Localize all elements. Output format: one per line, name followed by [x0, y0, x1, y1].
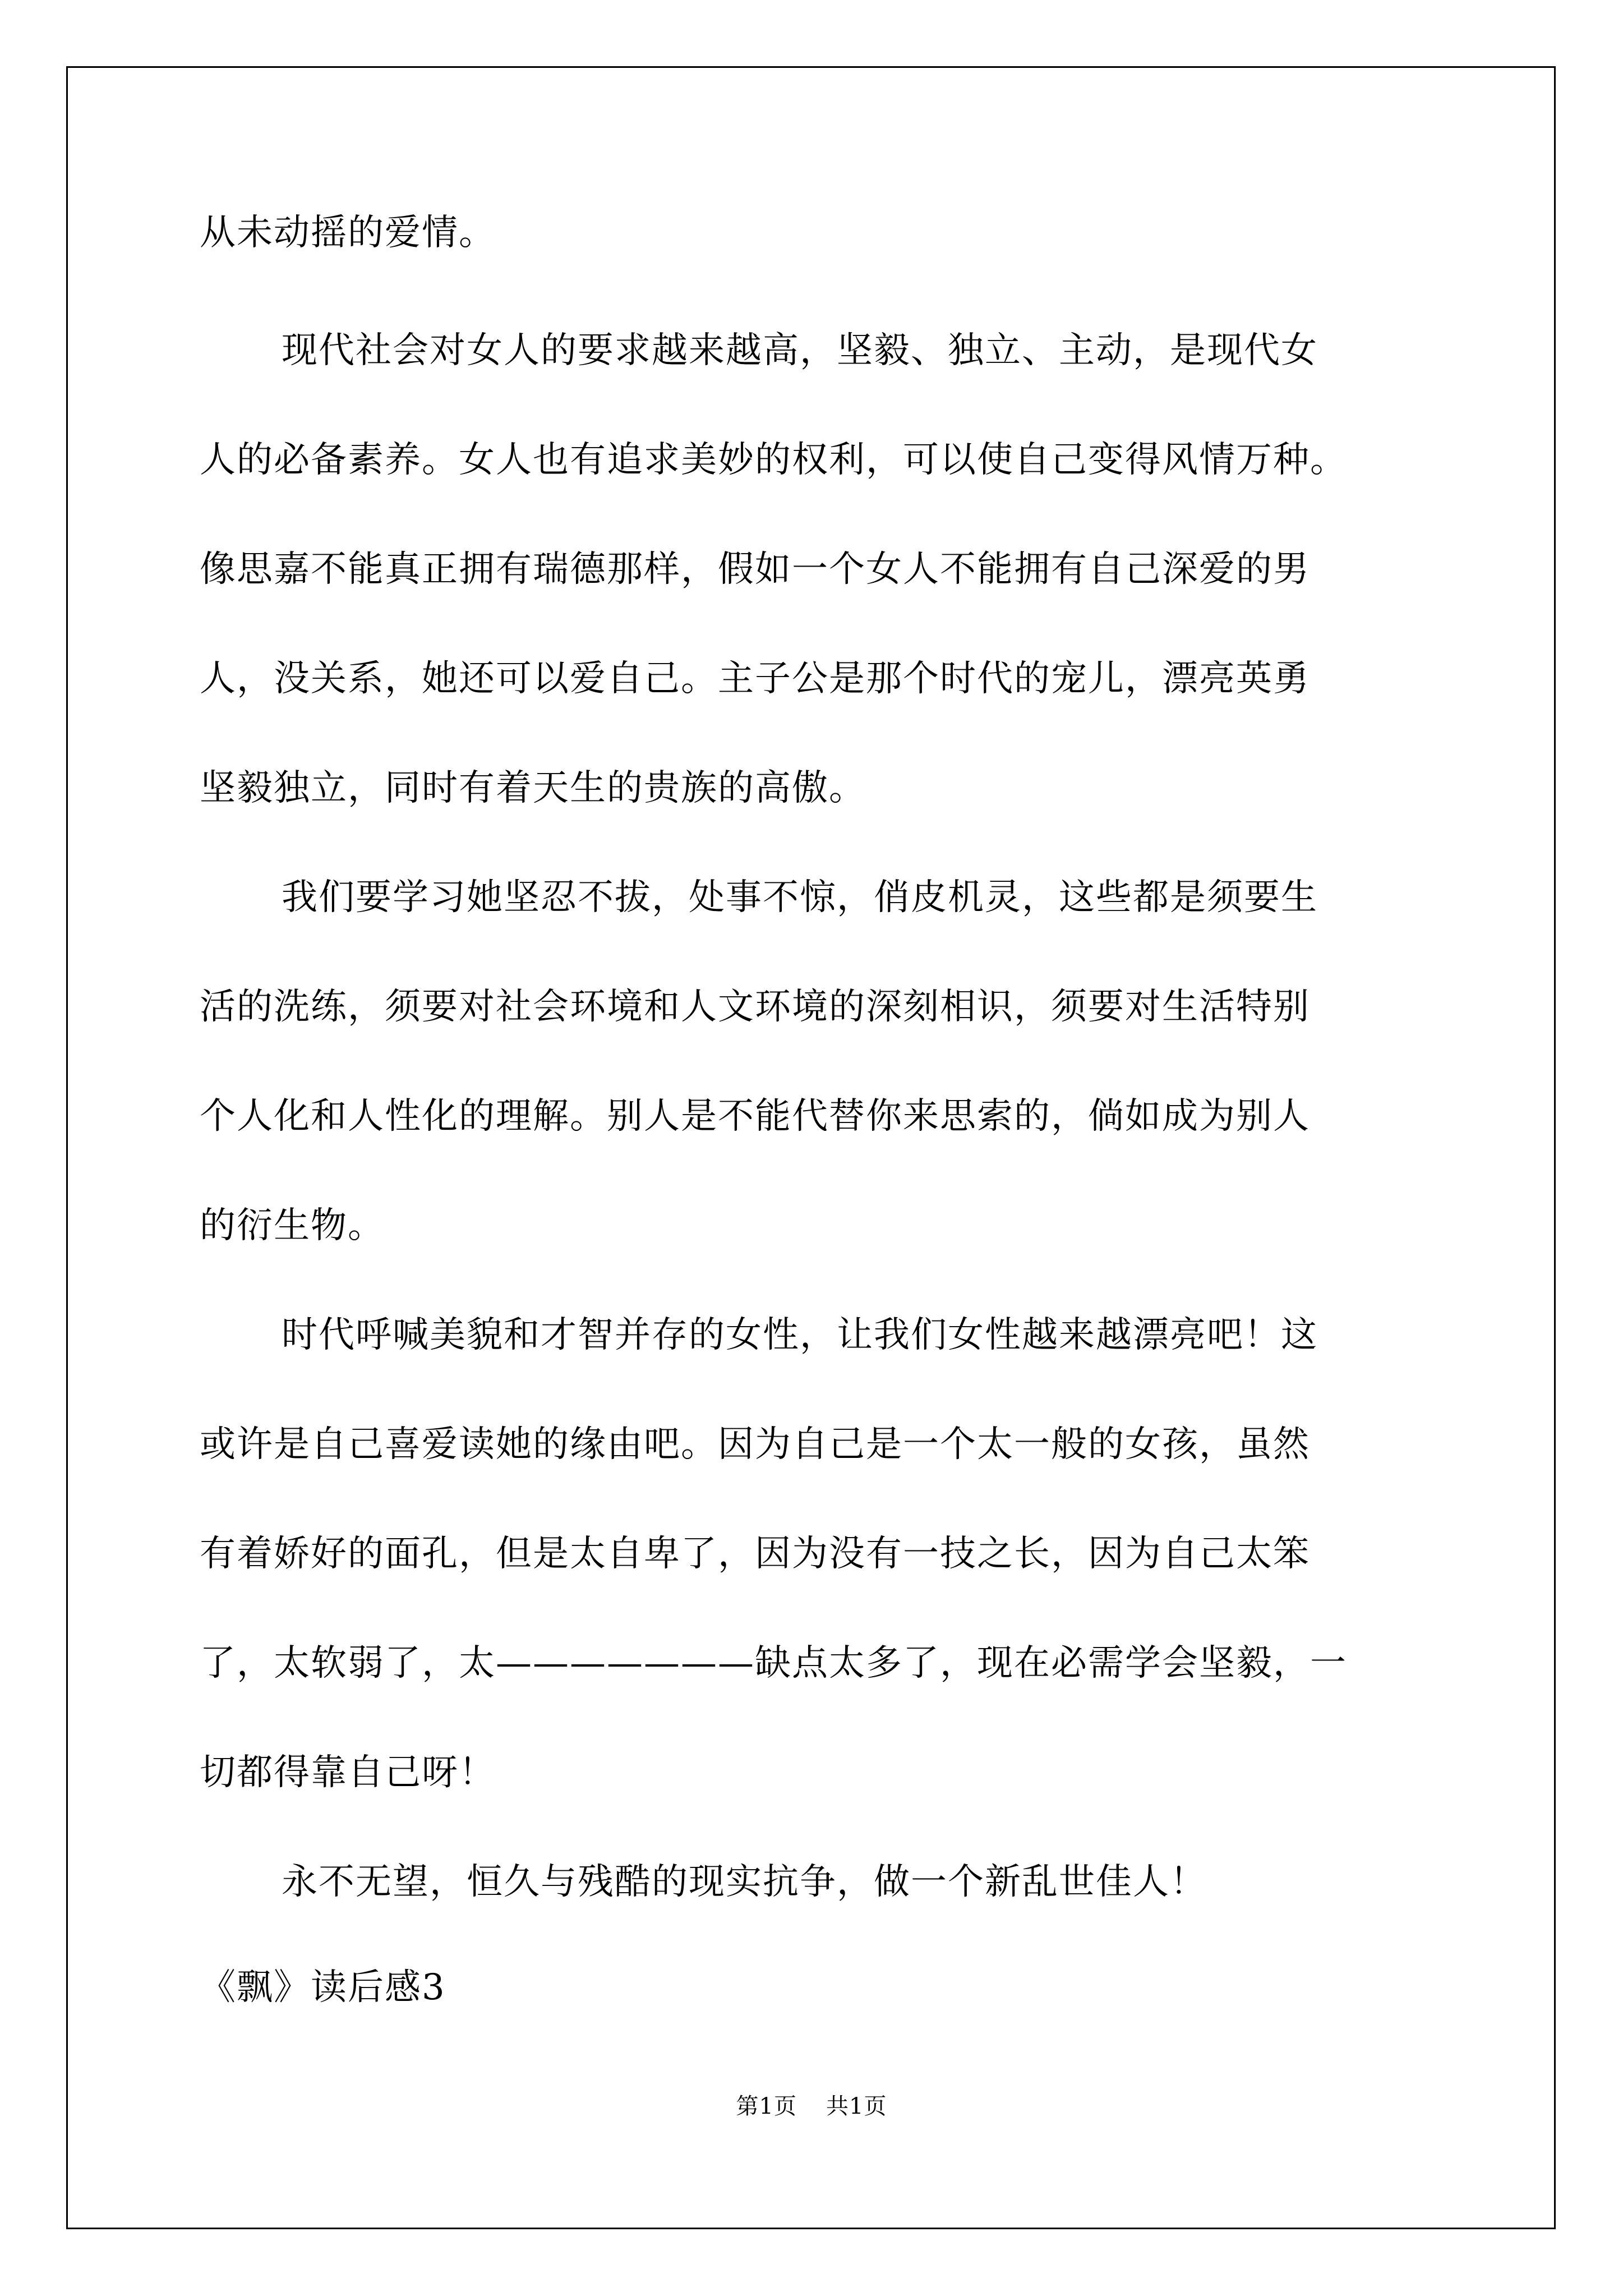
text-line: 个人化和人性化的理解。别人是不能代替你来思索的，倘如成为别人	[200, 1096, 1310, 1137]
text-line: 了，太软弱了，太———————缺点太多了，现在必需学会坚毅，一	[200, 1642, 1347, 1684]
paragraph-start: 现代社会对女人的要求越来越高，坚毅、独立、主动，是现代女	[282, 330, 1318, 371]
page-number: 第1页	[736, 2093, 797, 2119]
text-line: 像思嘉不能真正拥有瑞德那样，假如一个女人不能拥有自己深爱的男	[200, 549, 1310, 590]
page-footer	[0, 2092, 1623, 2120]
text-line: 从未动摇的爱情。	[200, 212, 496, 254]
text-line: 人的必备素养。女人也有追求美妙的权利，可以使自己变得风情万种。	[200, 439, 1347, 481]
paragraph-start: 时代呼喊美貌和才智并存的女性，让我们女性越来越漂亮吧！这	[282, 1314, 1318, 1356]
paragraph-start: 我们要学习她坚忍不拔，处事不惊，俏皮机灵，这些都是须要生	[282, 877, 1318, 918]
text-line: 的衍生物。	[200, 1205, 385, 1246]
text-line: 有着娇好的面孔，但是太自卑了，因为没有一技之长，因为自己太笨	[200, 1533, 1310, 1575]
text-line: 坚毅独立，同时有着天生的贵族的高傲。	[200, 767, 866, 809]
text-line: 活的洗练，须要对社会环境和人文环境的深刻相识，须要对生活特别	[200, 986, 1310, 1028]
text-line: 切都得靠自己呀！	[200, 1752, 496, 1793]
section-heading: 《飘》读后感3	[200, 1967, 446, 2008]
page-border	[66, 66, 1556, 2229]
paragraph-start: 永不无望，恒久与残酷的现实抗争，做一个新乱世佳人！	[282, 1861, 1207, 1903]
page-total: 共1页	[826, 2093, 887, 2119]
text-line: 人，没关系，她还可以爱自己。主子公是那个时代的宠儿，漂亮英勇	[200, 658, 1310, 700]
text-line: 或许是自己喜爱读她的缘由吧。因为自己是一个太一般的女孩，虽然	[200, 1424, 1310, 1465]
